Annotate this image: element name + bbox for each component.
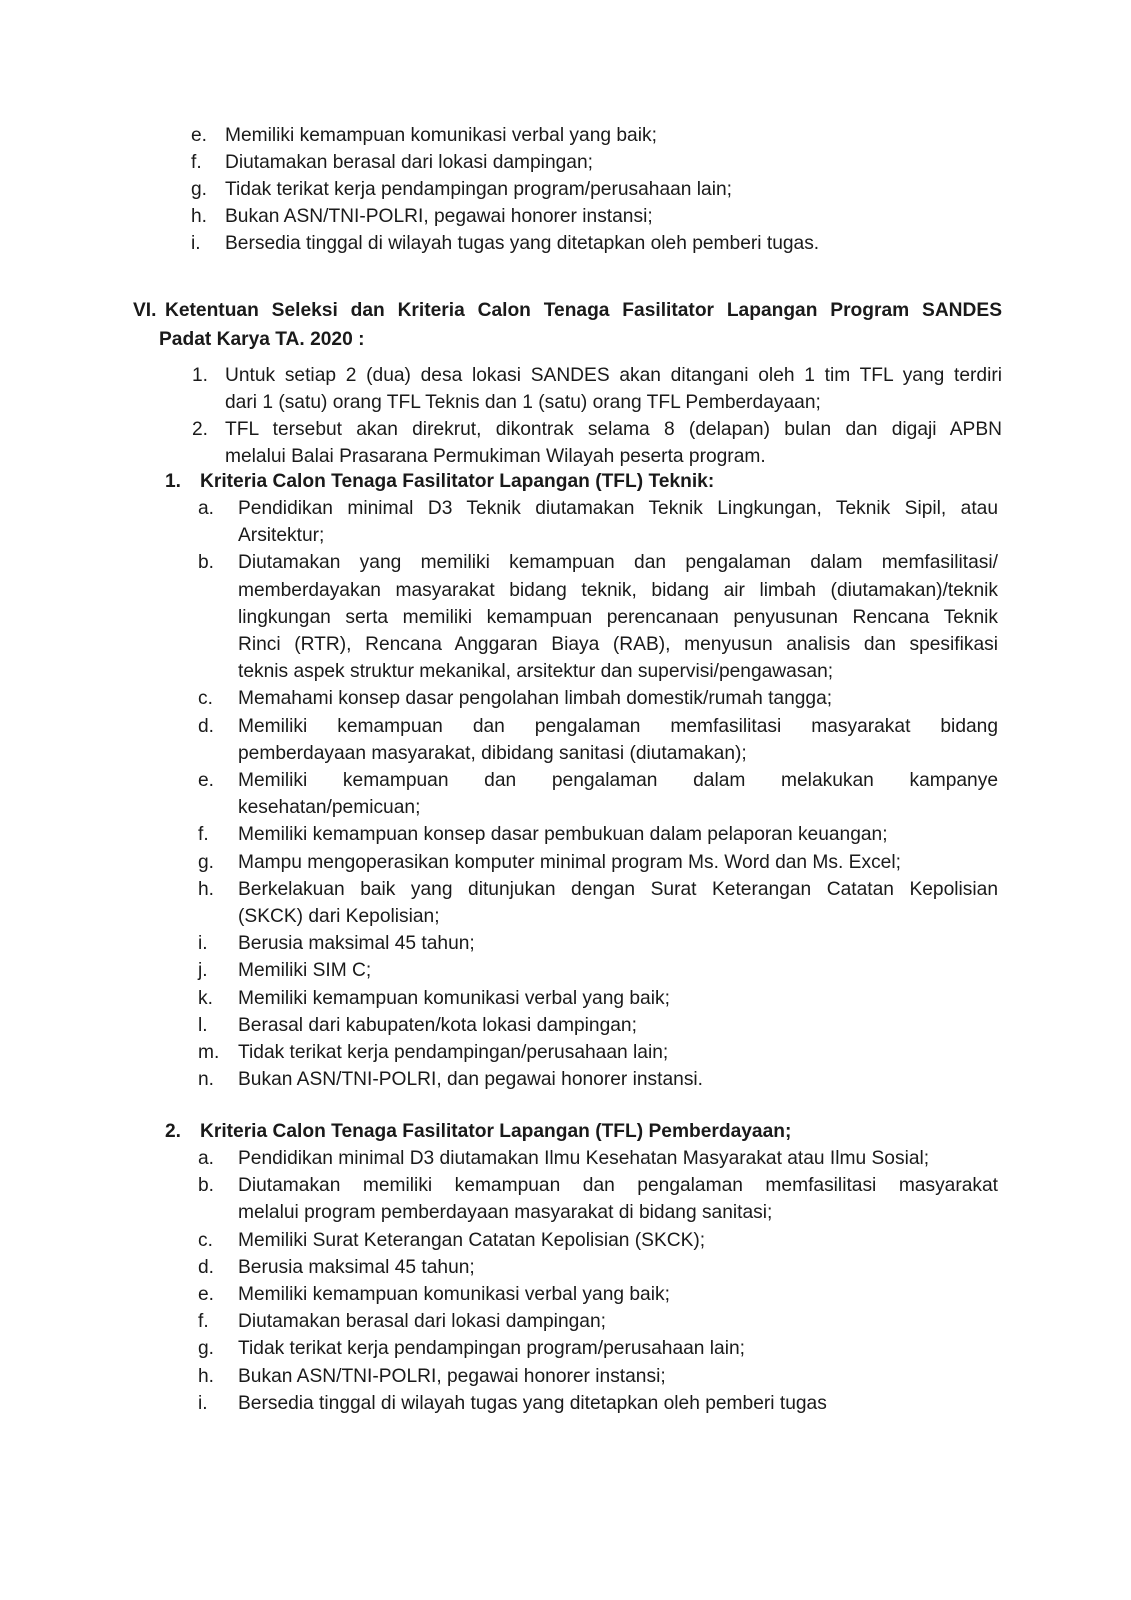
criteria-item-label: e. — [198, 1284, 215, 1305]
criteria-item-text: Tidak terikat kerja pendampingan program/perusahaan lain; — [238, 1338, 745, 1360]
subsection-title: Kriteria Calon Tenaga Fasilitator Lapangan (TFL) Teknik: — [200, 471, 715, 492]
criteria-item-label: n. — [198, 1069, 215, 1091]
criteria-item-label: c. — [198, 1229, 213, 1251]
criteria-item-label: l. — [198, 1014, 208, 1036]
criteria-item-text: Bukan ASN/TNI-POLRI, pegawai honorer instansi; — [238, 1365, 666, 1387]
criteria-item-text: Diutamakan berasal dari lokasi dampingan; — [238, 1311, 606, 1333]
criteria-item-text: Bersedia tinggal di wilayah tugas yang ditetapkan oleh pemberi tugas — [238, 1392, 827, 1414]
criteria-item-label: d. — [198, 1256, 215, 1278]
list-item-label: i. — [191, 233, 201, 254]
criteria-item-text: (SKCK) dari Kepolisian; — [238, 906, 440, 927]
criteria-item-text: Pendidikan minimal D3 diutamakan Ilmu Kesehatan Masyarakat atau Ilmu Sosial; — [238, 1148, 930, 1169]
subsection-number: 2. — [165, 1121, 182, 1142]
intro-item-label: 2. — [192, 419, 209, 440]
criteria-item-label: k. — [198, 987, 213, 1009]
criteria-item-label: g. — [198, 1338, 215, 1360]
list-item-text: Bersedia tinggal di wilayah tugas yang ditetapkan oleh pemberi tugas. — [225, 233, 820, 254]
criteria-item-label: b. — [198, 1175, 215, 1197]
criteria-item-text: Berasal dari kabupaten/kota lokasi dampingan; — [238, 1014, 637, 1036]
criteria-item-text: Diutamakan memiliki kemampuan dan pengalaman memfasilitasi masyarakat — [238, 1175, 998, 1197]
list-item-label: e. — [191, 125, 208, 146]
criteria-item-text: Arsitektur; — [238, 525, 325, 547]
criteria-item-label: a. — [198, 498, 215, 519]
intro-item-text: Untuk setiap 2 (dua) desa lokasi SANDES akan ditangani oleh 1 tim TFL yang terdiri — [225, 365, 1002, 386]
criteria-item-label: i. — [198, 1392, 208, 1414]
criteria-item-label: m. — [198, 1042, 220, 1063]
criteria-item-text: Berkelakuan baik yang ditunjukan dengan Surat Keterangan Catatan Kepolisian — [238, 878, 998, 900]
intro-item-text: dari 1 (satu) orang TFL Teknis dan 1 (satu) orang TFL Pemberdayaan; — [225, 392, 821, 413]
intro-item-label: 1. — [192, 365, 209, 386]
criteria-item-text: Diutamakan yang memiliki kemampuan dan pengalaman dalam memfasilitasi/ — [238, 552, 998, 574]
criteria-item-label: c. — [198, 688, 213, 710]
criteria-item-label: b. — [198, 552, 215, 574]
criteria-item-text: Rinci (RTR), Rencana Anggaran Biaya (RAB), menyusun analisis dan spesifikasi — [238, 634, 998, 655]
criteria-item-label: j. — [198, 960, 208, 982]
list-item-text: Tidak terikat kerja pendampingan program/perusahaan lain; — [225, 179, 732, 200]
criteria-item-text: Memahami konsep dasar pengolahan limbah domestik/rumah tangga; — [238, 688, 833, 710]
list-item-label: h. — [191, 206, 208, 227]
list-item-label: f. — [191, 152, 202, 173]
criteria-item-text: Memiliki kemampuan komunikasi verbal yang baik; — [238, 987, 670, 1009]
criteria-item-text: lingkungan serta memiliki kemampuan perencanaan penyusunan Rencana Teknik — [238, 606, 998, 628]
intro-item-text: melalui Balai Prasarana Permukiman Wilayah peserta program. — [225, 446, 766, 467]
criteria-item-text: Berusia maksimal 45 tahun; — [238, 933, 475, 955]
list-item-label: g. — [191, 179, 208, 200]
criteria-item-text: Memiliki kemampuan komunikasi verbal yang baik; — [238, 1284, 670, 1305]
criteria-item-text: Memiliki Surat Keterangan Catatan Kepolisian (SKCK); — [238, 1229, 706, 1251]
criteria-item-label: i. — [198, 933, 208, 955]
criteria-item-text: melalui program pemberdayaan masyarakat di bidang sanitasi; — [238, 1202, 773, 1224]
criteria-item-label: h. — [198, 878, 215, 900]
criteria-item-text: teknis aspek struktur mekanikal, arsitektur dan supervisi/pengawasan; — [238, 661, 834, 683]
criteria-item-text: Memiliki kemampuan dan pengalaman memfasilitasi masyarakat bidang — [238, 715, 998, 737]
criteria-item-label: f. — [198, 1311, 209, 1333]
criteria-item-text: kesehatan/pemicuan; — [238, 797, 421, 819]
criteria-item-text: Tidak terikat kerja pendampingan/perusahaan lain; — [238, 1042, 669, 1063]
subsection-number: 1. — [165, 471, 182, 492]
criteria-item-label: e. — [198, 770, 215, 791]
criteria-item-text: Memiliki kemampuan konsep dasar pembukuan dalam pelaporan keuangan; — [238, 824, 888, 846]
criteria-item-text: Pendidikan minimal D3 Teknik diutamakan Teknik Lingkungan, Teknik Sipil, atau — [238, 498, 998, 519]
section-title-line1: Ketentuan Seleksi dan Kriteria Calon Tenaga Fasilitator Lapangan Program SANDES — [165, 300, 1002, 321]
criteria-item-text: Memiliki SIM C; — [238, 960, 372, 982]
list-item-text: Diutamakan berasal dari lokasi dampingan; — [225, 152, 593, 173]
criteria-item-text: Mampu mengoperasikan komputer minimal program Ms. Word dan Ms. Excel; — [238, 851, 901, 873]
criteria-item-label: f. — [198, 824, 209, 846]
criteria-item-label: h. — [198, 1365, 215, 1387]
criteria-item-text: memberdayakan masyarakat bidang teknik, bidang air limbah (diutamakan)/teknik — [238, 579, 998, 601]
section-title-line2: Padat Karya TA. 2020 : — [159, 329, 365, 350]
criteria-item-text: Berusia maksimal 45 tahun; — [238, 1256, 475, 1278]
criteria-item-text: pemberdayaan masyarakat, dibidang sanitasi (diutamakan); — [238, 742, 747, 764]
criteria-item-label: g. — [198, 851, 215, 873]
subsection-title: Kriteria Calon Tenaga Fasilitator Lapangan (TFL) Pemberdayaan; — [200, 1121, 792, 1142]
list-item-text: Memiliki kemampuan komunikasi verbal yang baik; — [225, 125, 657, 146]
criteria-item-text: Bukan ASN/TNI-POLRI, dan pegawai honorer instansi. — [238, 1069, 704, 1091]
criteria-item-text: Memiliki kemampuan dan pengalaman dalam melakukan kampanye — [238, 770, 998, 791]
section-number: VI. — [133, 300, 157, 321]
list-item-text: Bukan ASN/TNI-POLRI, pegawai honorer instansi; — [225, 206, 653, 227]
criteria-item-label: a. — [198, 1148, 215, 1169]
criteria-item-label: d. — [198, 715, 215, 737]
intro-item-text: TFL tersebut akan direkrut, dikontrak selama 8 (delapan) bulan dan digaji APBN — [225, 419, 1002, 440]
